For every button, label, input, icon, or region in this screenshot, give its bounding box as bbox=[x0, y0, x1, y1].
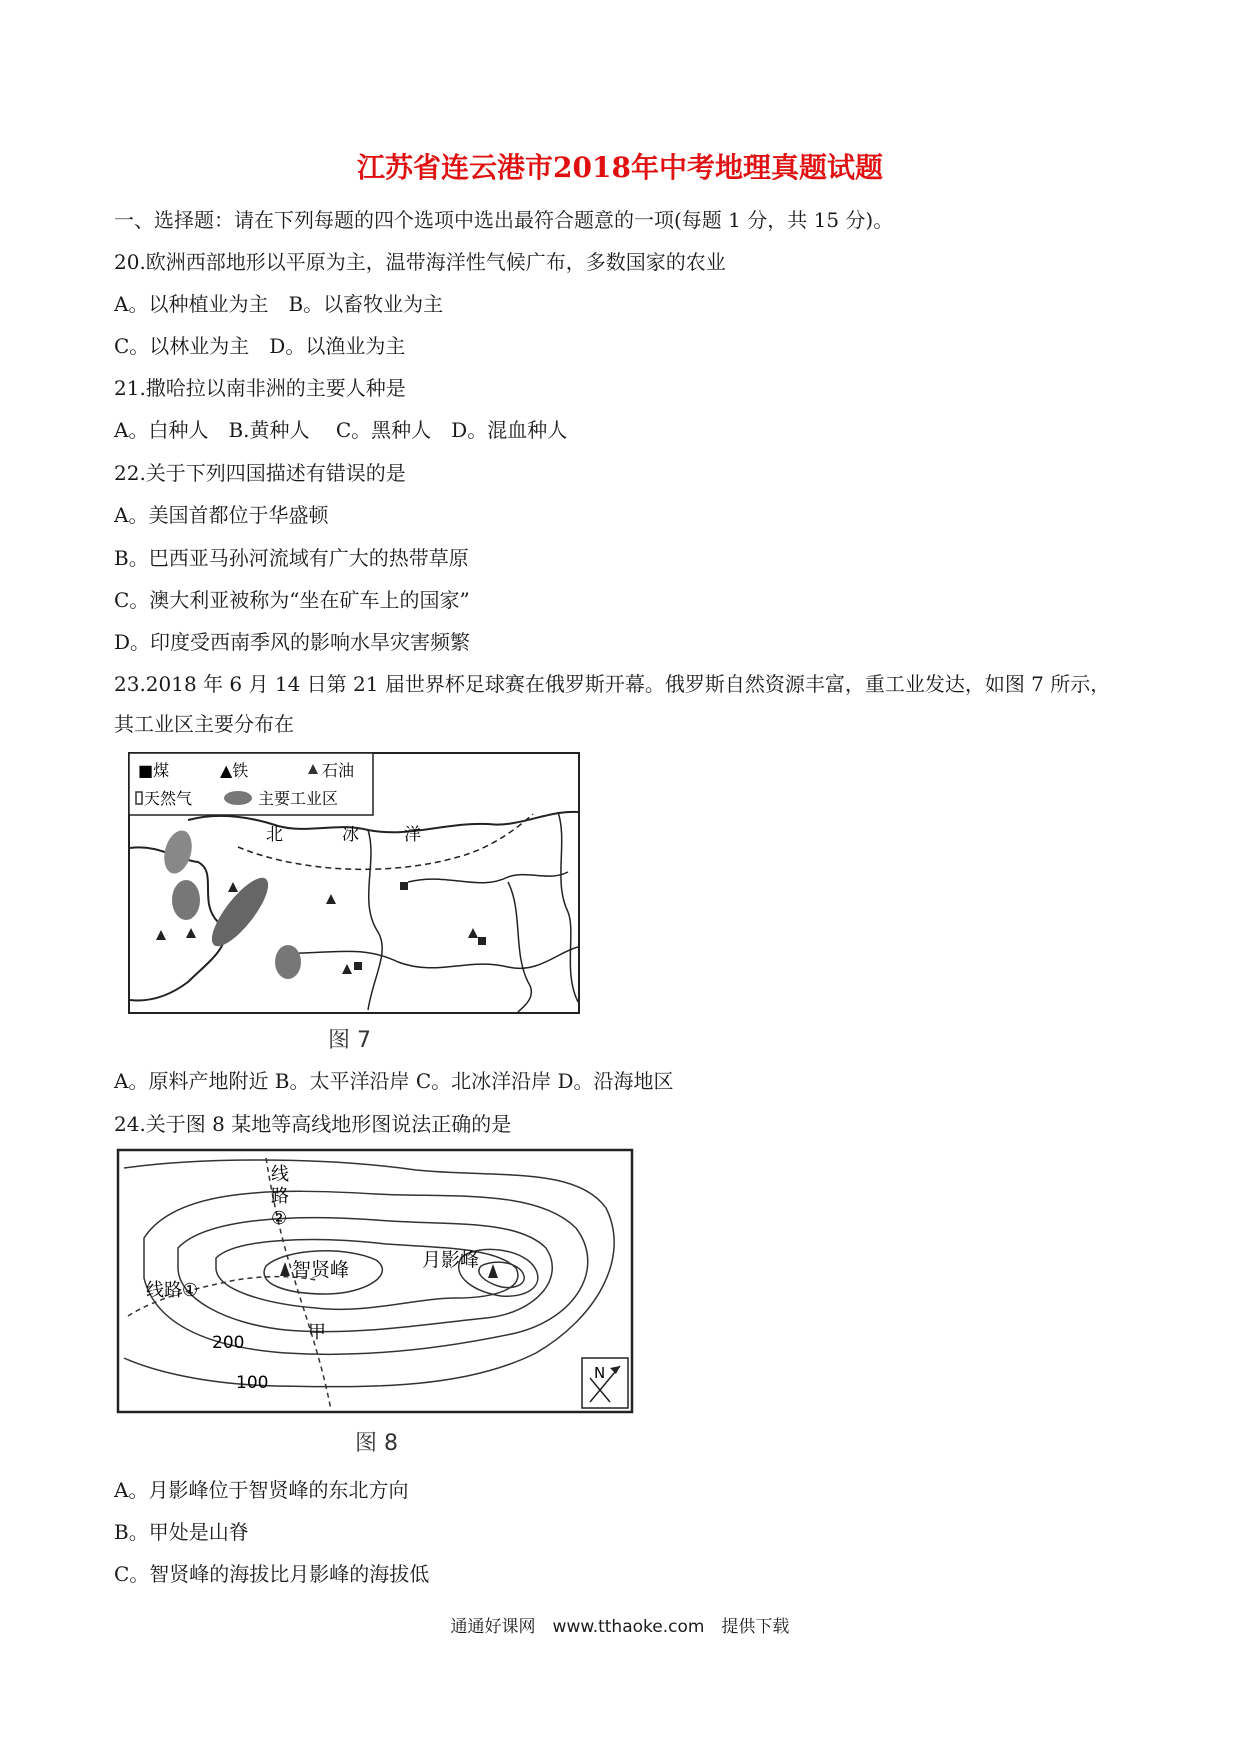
figure-8-contour-map bbox=[116, 1148, 634, 1416]
coal-symbol bbox=[400, 882, 408, 890]
route-2-label-a: 线 bbox=[271, 1164, 289, 1185]
question-21-stem: 21.撒哈拉以南非洲的主要人种是 bbox=[114, 376, 406, 400]
question-24-option-c: C。智贤峰的海拔比月影峰的海拔低 bbox=[114, 1562, 430, 1586]
page-footer: 通通好课网 www.tthaoke.com 提供下载 bbox=[450, 1617, 790, 1637]
legend-oil: 石油 bbox=[322, 761, 355, 780]
question-22-option-c: C。澳大利亚被称为“坐在矿车上的国家” bbox=[114, 588, 470, 612]
section-header: 一、选择题：请在下列每题的四个选项中选出最符合题意的一项(每题 1 分，共 15 分)。 bbox=[114, 208, 894, 232]
question-22-option-a: A。美国首都位于华盛顿 bbox=[114, 503, 329, 527]
question-22-option-b: B。巴西亚马孙河流域有广大的热带草原 bbox=[114, 546, 469, 570]
question-20-options-ab: A。以种植业为主 B。以畜牧业为主 bbox=[114, 292, 444, 316]
question-23-options: A。原料产地附近 B。太平洋沿岸 C。北冰洋沿岸 D。沿海地区 bbox=[114, 1069, 674, 1093]
question-20-options-cd: C。以林业为主 D。以渔业为主 bbox=[114, 334, 406, 358]
industrial-legend-icon bbox=[224, 791, 252, 805]
peak-yueying-label: 月影峰 bbox=[422, 1249, 480, 1271]
legend-gas: 天然气 bbox=[144, 789, 193, 808]
label-ocean: 洋 bbox=[404, 825, 421, 845]
route-2-label-b: 路 bbox=[271, 1186, 289, 1207]
question-24-stem: 24.关于图 8 某地等高线地形图说法正确的是 bbox=[114, 1112, 512, 1136]
coal-symbol bbox=[478, 937, 486, 945]
question-21-options: A。白种人 B.黄种人 C。黑种人 D。混血种人 bbox=[114, 418, 568, 442]
coal-symbol bbox=[354, 962, 362, 970]
route-2-label-c: ② bbox=[271, 1208, 288, 1229]
industrial-zone-central bbox=[172, 880, 200, 920]
figure-7-caption: 图 7 bbox=[328, 1028, 371, 1053]
jia-label: 甲 bbox=[308, 1322, 326, 1343]
route-1-label: 线路① bbox=[146, 1280, 199, 1301]
question-22-option-d: D。印度受西南季风的影响水旱灾害频繁 bbox=[114, 630, 471, 654]
peak-zhixian-label: 智贤峰 bbox=[292, 1259, 350, 1281]
legend-coal: ■煤 bbox=[138, 761, 170, 780]
contour-200-label: 200 bbox=[212, 1333, 245, 1353]
question-20-stem: 20.欧洲西部地形以平原为主，温带海洋性气候广布，多数国家的农业 bbox=[114, 250, 726, 274]
north-label: N bbox=[594, 1364, 606, 1382]
contour-100-label: 100 bbox=[236, 1373, 269, 1393]
legend-industrial: 主要工业区 bbox=[258, 789, 339, 808]
legend-iron: ▲铁 bbox=[220, 761, 249, 780]
question-24-option-b: B。甲处是山脊 bbox=[114, 1520, 249, 1544]
question-22-stem: 22.关于下列四国描述有错误的是 bbox=[114, 461, 406, 485]
label-ice: 冰 bbox=[342, 825, 359, 845]
figure-8-caption: 图 8 bbox=[355, 1431, 398, 1456]
page-title: 江苏省连云港市2018年中考地理真题试题 bbox=[357, 151, 883, 184]
question-23-stem: 23.2018 年 6 月 14 日第 21 届世界杯足球赛在俄罗斯开幕。俄罗斯自然资源丰富，重工业发达，如图 7 所示，其工业区主要分布在 bbox=[114, 672, 1111, 736]
figure-7-russia-map bbox=[128, 752, 580, 1014]
question-24-option-a: A。月影峰位于智贤峰的东北方向 bbox=[114, 1478, 409, 1502]
industrial-zone-siberia bbox=[275, 945, 301, 979]
label-north: 北 bbox=[266, 825, 283, 845]
